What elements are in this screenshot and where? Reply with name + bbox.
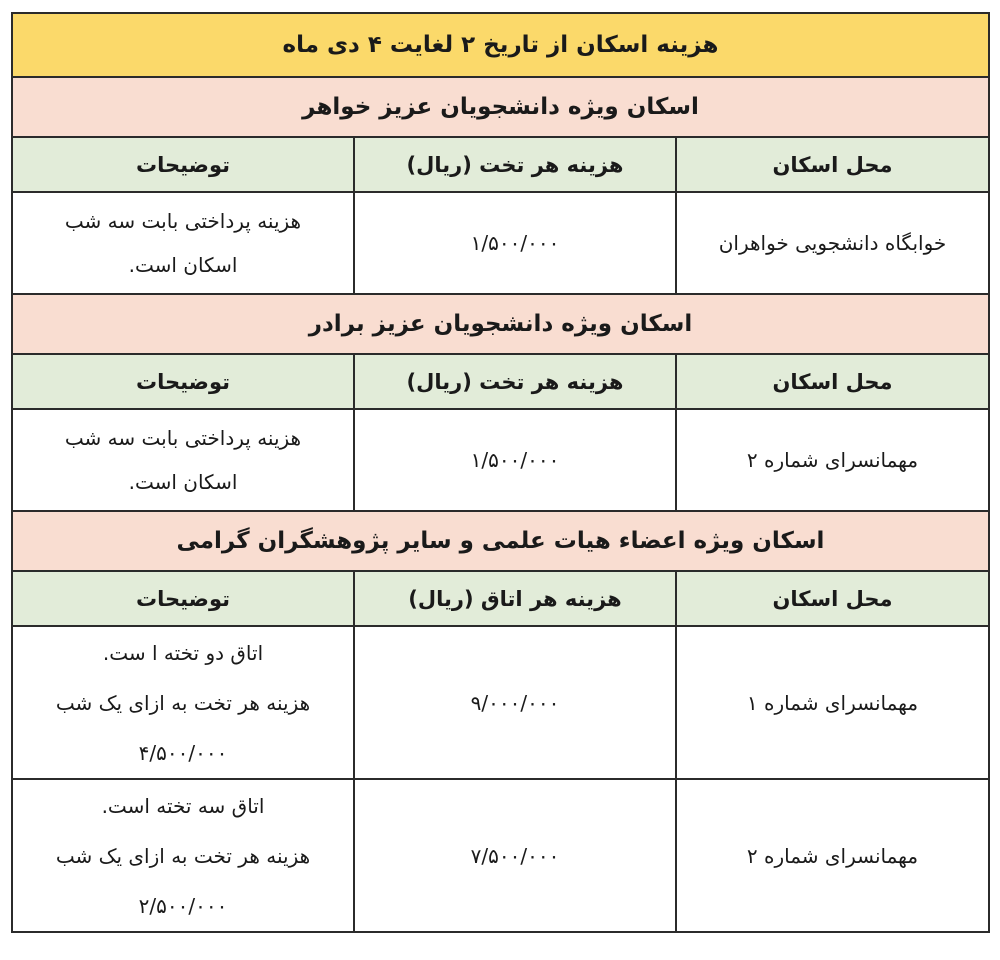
- table-row: [12, 626, 989, 779]
- notes-line: اسکان است.: [128, 253, 238, 277]
- table-row: [12, 779, 989, 932]
- column-header-notes: توضیحات: [12, 137, 354, 192]
- title-row: [12, 13, 989, 77]
- column-header-row: [12, 137, 989, 192]
- notes-line: اتاق دو تخته ا ست.: [102, 640, 264, 665]
- column-header-notes: توضیحات: [12, 354, 354, 409]
- table-row: [12, 409, 989, 511]
- column-header-cost: هزینه هر تخت (ریال): [354, 137, 676, 192]
- cost-cell: ۱/۵۰۰/۰۰۰: [354, 192, 676, 294]
- column-header-notes: توضیحات: [12, 571, 354, 626]
- notes-cell: [12, 626, 354, 779]
- notes-cell: [12, 409, 354, 511]
- column-header-cost: هزینه هر اتاق (ریال): [354, 571, 676, 626]
- section-heading-row: [12, 294, 989, 354]
- notes-line: اتاق سه تخته است.: [101, 793, 265, 818]
- location-cell: مهمانسرای شماره ۱: [676, 626, 989, 779]
- section-heading: اسکان ویژه دانشجویان عزیز برادر: [12, 294, 989, 354]
- notes-line: هزینه پرداختی بابت سه شب: [64, 426, 302, 450]
- column-header-cost: هزینه هر تخت (ریال): [354, 354, 676, 409]
- cost-cell: ۹/۰۰۰/۰۰۰: [354, 626, 676, 779]
- notes-line: هزینه پرداختی بابت سه شب: [64, 209, 302, 233]
- cost-cell: ۱/۵۰۰/۰۰۰: [354, 409, 676, 511]
- location-cell: مهمانسرای شماره ۲: [676, 409, 989, 511]
- location-cell: خوابگاه دانشجویی خواهران: [676, 192, 989, 294]
- notes-line: ۴/۵۰۰/۰۰۰: [138, 740, 228, 765]
- section-heading-row: [12, 77, 989, 137]
- notes-line: اسکان است.: [128, 470, 238, 494]
- location-cell: مهمانسرای شماره ۲: [676, 779, 989, 932]
- notes-cell: [12, 192, 354, 294]
- accommodation-cost-table: [11, 12, 990, 933]
- section-heading: اسکان ویژه دانشجویان عزیز خواهر: [12, 77, 989, 137]
- column-header-location: محل اسکان: [676, 571, 989, 626]
- table-title: هزینه اسکان از تاریخ ۲ لغایت ۴ دی ماه: [12, 13, 989, 77]
- column-header-location: محل اسکان: [676, 137, 989, 192]
- section-heading: اسکان ویژه اعضاء هیات علمی و سایر پژوهشگران گرامی: [12, 511, 989, 571]
- notes-line: هزینه هر تخت به ازای یک شب: [55, 843, 311, 868]
- column-header-location: محل اسکان: [676, 354, 989, 409]
- column-header-row: [12, 354, 989, 409]
- notes-line: هزینه هر تخت به ازای یک شب: [55, 690, 311, 715]
- notes-cell: [12, 779, 354, 932]
- notes-line: ۲/۵۰۰/۰۰۰: [138, 893, 228, 918]
- table-row: [12, 192, 989, 294]
- column-header-row: [12, 571, 989, 626]
- section-heading-row: [12, 511, 989, 571]
- cost-cell: ۷/۵۰۰/۰۰۰: [354, 779, 676, 932]
